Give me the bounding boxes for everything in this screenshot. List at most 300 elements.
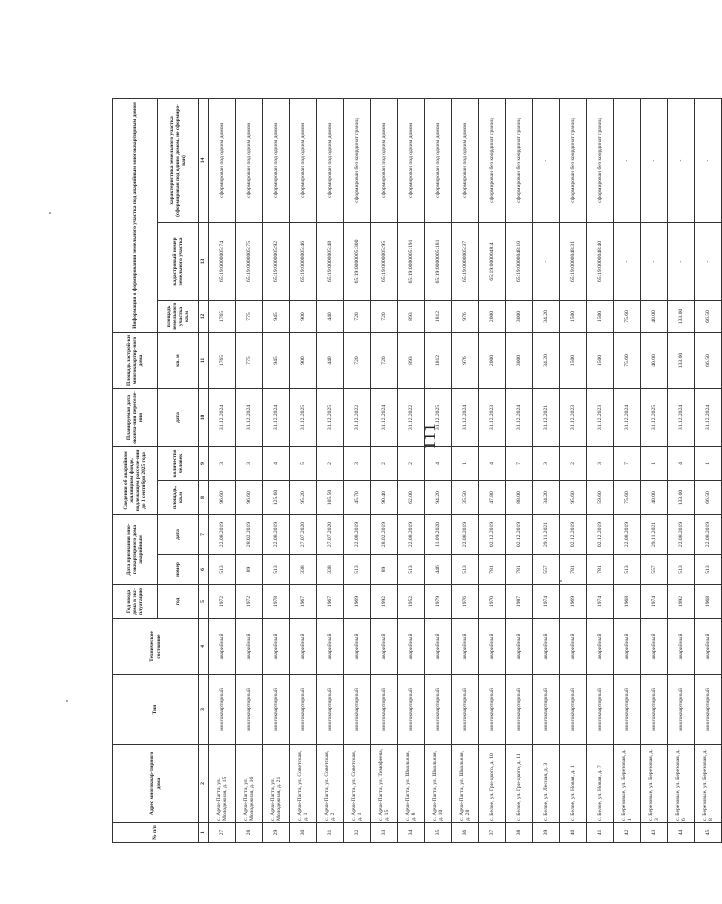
area-cell: 125.60 (263, 481, 290, 515)
header-land-area-unit: кв.м (184, 310, 191, 323)
area-cell: 105.50 (317, 481, 344, 515)
table-row (641, 99, 668, 843)
planned-date-cell: 31.12.2025 (641, 389, 668, 447)
land-note-cell: сформирован под одним домом (263, 99, 290, 223)
year-cell: 1976 (452, 585, 479, 619)
build-area-cell: 34.20 (533, 333, 560, 389)
planned-date-cell: 31.12.2024 (263, 389, 290, 447)
build-area-cell: 66.50 (695, 333, 722, 389)
address-cell: с. Березовые, ул. Березовая, д. 1 (614, 745, 641, 823)
cadastral-cell: 65:19:0000048:31 (560, 223, 587, 301)
header-planned-date: дата (158, 389, 199, 447)
condition-cell: аварийный (236, 619, 263, 675)
area-cell: 96.60 (209, 481, 236, 515)
decision-date-cell: 22.08.2019 (452, 515, 479, 555)
decision-date-cell: 28.02.2019 (236, 515, 263, 555)
table-row (560, 99, 587, 843)
row-number: 38 (506, 823, 533, 843)
build-area-cell: 945 (263, 333, 290, 389)
area-cell: 75.60 (614, 481, 641, 515)
land-area-cell: 440 (317, 301, 344, 333)
year-cell: 1974 (641, 585, 668, 619)
header-planned-date-group: Планируемая дата оконча-ния переселе-ния (113, 389, 158, 447)
planned-date-cell: 31.12.2021 (533, 389, 560, 447)
people-cell: 7 (614, 447, 641, 481)
land-note-cell: - (695, 99, 722, 223)
year-cell: 1992 (371, 585, 398, 619)
year-cell: 1970 (479, 585, 506, 619)
address-cell: с. Арчи-Пагта, ул. Молодежная, д. 16 (236, 745, 263, 823)
row-number: 41 (587, 823, 614, 843)
condition-cell: аварийный (398, 619, 425, 675)
type-cell: многоквартирный (209, 675, 236, 745)
column-number: 12 (199, 301, 209, 333)
header-resettled-group: Сведения об аварийном жилищном фонде, подлежащем расселе-нии до 1 сентября 2025 года (113, 447, 158, 515)
column-number: 7 (199, 515, 209, 555)
build-area-cell: 976 (452, 333, 479, 389)
address-cell: с. Березовые, ул. Березовая, д. 8 (695, 745, 722, 823)
year-cell: 1972 (209, 585, 236, 619)
rotated-table-wrapper (112, 99, 722, 843)
land-note-cell: сформирован под одним домом (452, 99, 479, 223)
type-cell: многоквартирный (290, 675, 317, 745)
column-number: 2 (199, 745, 209, 823)
decision-number-cell: 513 (209, 555, 236, 585)
header-address: Адрес многоквар-тирного дома (113, 745, 199, 823)
build-area-cell: 1812 (425, 333, 452, 389)
land-area-cell: 893 (398, 301, 425, 333)
decision-date-cell: 02.12.2019 (560, 515, 587, 555)
decision-date-cell: 02.12.2019 (587, 515, 614, 555)
land-note-cell: сформирован под одним домом (371, 99, 398, 223)
header-living-area-group: Площадь застрой-ки многоквартир-ного дома (113, 333, 158, 389)
type-cell: многоквартирный (344, 675, 371, 745)
condition-cell: аварийный (425, 619, 452, 675)
condition-cell: аварийный (209, 619, 236, 675)
area-cell: 96.60 (236, 481, 263, 515)
cadastral-cell: 65:19:0000048:40 (587, 223, 614, 301)
emergency-housing-table (112, 98, 722, 843)
planned-date-cell: 31.12.2024 (668, 389, 695, 447)
condition-cell: аварийный (695, 619, 722, 675)
build-area-cell: 720 (371, 333, 398, 389)
decision-date-cell: 27.07.2020 (290, 515, 317, 555)
build-area-cell: 1765 (209, 333, 236, 389)
decision-date-cell: 22.08.2019 (263, 515, 290, 555)
year-cell: 1952 (398, 585, 425, 619)
cadastral-cell: 65:19:0000048:10 (506, 223, 533, 301)
area-cell: 35.50 (452, 481, 479, 515)
land-note-cell: сформирован без координат границ (560, 99, 587, 223)
decision-date-cell: 22.08.2019 (614, 515, 641, 555)
planned-date-cell: 31.12.2024 (236, 389, 263, 447)
row-number: 45 (695, 823, 722, 843)
row-number: 34 (398, 823, 425, 843)
condition-cell: аварийный (668, 619, 695, 675)
area-cell: 40.00 (641, 481, 668, 515)
decision-number-cell: 513 (398, 555, 425, 585)
decision-date-cell: 02.12.2019 (479, 515, 506, 555)
people-cell: 1 (641, 447, 668, 481)
type-cell: многоквартирный (695, 675, 722, 745)
people-cell: 3 (209, 447, 236, 481)
header-num: № п/п (113, 823, 199, 843)
row-number: 35 (425, 823, 452, 843)
column-number: 3 (199, 675, 209, 745)
people-cell: 2 (371, 447, 398, 481)
header-decision-group: Дата признания мно-гоквартирного дома аварийным (113, 515, 158, 585)
row-number: 33 (371, 823, 398, 843)
land-area-cell: 34.20 (533, 301, 560, 333)
decision-number-cell: 513 (668, 555, 695, 585)
decision-date-cell: 22.08.2019 (398, 515, 425, 555)
land-area-cell: 1500 (587, 301, 614, 333)
decision-date-cell: 22.08.2019 (695, 515, 722, 555)
land-note-cell: - (533, 99, 560, 223)
build-area-cell: 3000 (506, 333, 533, 389)
row-number: 32 (344, 823, 371, 843)
decision-date-cell: 11.09.2020 (425, 515, 452, 555)
header-year-group: Год ввода дома в экс-плуатацию (113, 585, 158, 619)
year-cell: 1969 (344, 585, 371, 619)
decision-date-cell: 29.11.2021 (641, 515, 668, 555)
land-area-cell: 133.00 (668, 301, 695, 333)
row-number: 42 (614, 823, 641, 843)
land-note-cell: сформирован под одним домом (317, 99, 344, 223)
type-cell: многоквартирный (506, 675, 533, 745)
land-note-cell: - (641, 99, 668, 223)
condition-cell: аварийный (344, 619, 371, 675)
address-cell: с. Арчи-Пагта, ул. Советская, д. 2 (317, 745, 344, 823)
planned-date-cell: 31.12.2024 (506, 389, 533, 447)
table-row (371, 99, 398, 843)
decision-number-cell: 338 (290, 555, 317, 585)
condition-cell: аварийный (371, 619, 398, 675)
year-cell: 1992 (668, 585, 695, 619)
column-number: 5 (199, 585, 209, 619)
condition-cell: аварийный (506, 619, 533, 675)
table-row (263, 99, 290, 843)
column-number: 8 (199, 481, 209, 515)
land-note-cell: сформирован под одним домом (209, 99, 236, 223)
column-number: 14 (199, 99, 209, 223)
row-number: 29 (263, 823, 290, 843)
row-number: 28 (236, 823, 263, 843)
build-area-cell: 900 (290, 333, 317, 389)
type-cell: многоквартирный (560, 675, 587, 745)
planned-date-cell: 31.12.2025 (317, 389, 344, 447)
cadastral-cell: - (641, 223, 668, 301)
column-number: 4 (199, 619, 209, 675)
land-note-cell: сформирован под одним домом (398, 99, 425, 223)
cadastral-cell: 65:19:0000005:37 (452, 223, 479, 301)
decision-number-cell: 781 (506, 555, 533, 585)
column-number: 10 (199, 389, 209, 447)
address-cell: с. Березовые, ул. Березовая, д. 3 (641, 745, 668, 823)
table-row (614, 99, 641, 843)
table-body (209, 99, 722, 843)
planned-date-cell: 31.12.2024 (614, 389, 641, 447)
table-row (344, 99, 371, 843)
type-cell: многоквартирный (587, 675, 614, 745)
table-row (398, 99, 425, 843)
land-note-cell: - (614, 99, 641, 223)
build-area-cell: 720 (344, 333, 371, 389)
people-cell: 3 (587, 447, 614, 481)
row-number: 31 (317, 823, 344, 843)
row-number: 36 (452, 823, 479, 843)
table-row (317, 99, 344, 843)
area-cell: 88.00 (506, 481, 533, 515)
people-cell: 3 (236, 447, 263, 481)
type-cell: многоквартирный (317, 675, 344, 745)
type-cell: многоквартирный (641, 675, 668, 745)
column-number-row (199, 99, 209, 843)
land-note-cell: - (668, 99, 695, 223)
type-cell: многоквартирный (614, 675, 641, 745)
land-note-cell: сформирован без координат границ (479, 99, 506, 223)
header-land-area (158, 301, 199, 333)
address-cell: с. Арчи-Пагта, ул. Школьная, д. 28 (452, 745, 479, 823)
area-cell: 62.00 (398, 481, 425, 515)
condition-cell: аварийный (533, 619, 560, 675)
people-cell: 4 (263, 447, 290, 481)
condition-cell: аварийный (452, 619, 479, 675)
planned-date-cell: 31.12.2024 (452, 389, 479, 447)
year-cell: 1987 (506, 585, 533, 619)
build-area-cell: 440 (317, 333, 344, 389)
table-header (113, 99, 209, 843)
type-cell: многоквартирный (236, 675, 263, 745)
type-cell: многоквартирный (263, 675, 290, 745)
decision-number-cell: 513 (452, 555, 479, 585)
people-cell: 4 (479, 447, 506, 481)
area-cell: 133.00 (668, 481, 695, 515)
decision-number-cell: 513 (695, 555, 722, 585)
decision-number-cell: 781 (560, 555, 587, 585)
people-cell: 3 (344, 447, 371, 481)
land-area-cell: 1812 (425, 301, 452, 333)
decision-date-cell: 28.02.2019 (371, 515, 398, 555)
decision-date-cell: 27.07.2020 (317, 515, 344, 555)
header-living-area-unit: кв. м (158, 333, 199, 389)
header-land-note: характеристика земельного участка (сформирован под одним домом, не сформиро-ван) (158, 99, 199, 223)
cadastral-cell: 65:19:0000005:191 (398, 223, 425, 301)
build-area-cell: 1500 (587, 333, 614, 389)
condition-cell: аварийный (317, 619, 344, 675)
header-resettled-area: площадь, кв.м (158, 481, 199, 515)
planned-date-cell: 31.12.2025 (425, 389, 452, 447)
row-number: 37 (479, 823, 506, 843)
land-note-cell: сформирован под одним домом (425, 99, 452, 223)
build-area-cell: 893 (398, 333, 425, 389)
type-cell: многоквартирный (668, 675, 695, 745)
land-note-cell: сформирован под одним домом (290, 99, 317, 223)
address-cell: с. Арчи-Пагта, ул. Тимофеева, д. 15 (371, 745, 398, 823)
decision-number-cell: 513 (344, 555, 371, 585)
header-type: Тип (113, 675, 199, 745)
area-cell: 95.20 (290, 481, 317, 515)
year-cell: 1974 (533, 585, 560, 619)
address-cell: с. Арчи-Пагта, ул. Школьная, д. 10 (425, 745, 452, 823)
build-area-cell: 1500 (560, 333, 587, 389)
type-cell: многоквартирный (533, 675, 560, 745)
decision-number-cell: 513 (263, 555, 290, 585)
decision-number-cell: 89 (371, 555, 398, 585)
decision-date-cell: 02.12.2019 (506, 515, 533, 555)
people-cell: 4 (425, 447, 452, 481)
build-area-cell: 133.00 (668, 333, 695, 389)
address-cell: с. Белое, ул. Лесная, д. 3 (533, 745, 560, 823)
address-cell: с. Белое, ул. Новая, д. 7 (587, 745, 614, 823)
land-area-cell: 945 (263, 301, 290, 333)
row-number: 40 (560, 823, 587, 843)
area-cell: 95.60 (560, 481, 587, 515)
decision-number-cell: 446 (425, 555, 452, 585)
land-area-cell: 1500 (560, 301, 587, 333)
land-area-cell: 66.50 (695, 301, 722, 333)
address-cell: с. Березовые, ул. Березовая, д. 6 (668, 745, 695, 823)
land-note-cell: сформирован без координат границ (506, 99, 533, 223)
year-cell: 1968 (614, 585, 641, 619)
header-resettled-count: количество человек (158, 447, 199, 481)
planned-date-cell: 31.12.2023 (587, 389, 614, 447)
header-year: год (158, 585, 199, 619)
land-area-cell: 3000 (506, 301, 533, 333)
land-area-cell: 976 (452, 301, 479, 333)
condition-cell: аварийный (641, 619, 668, 675)
people-cell: 3 (533, 447, 560, 481)
year-cell: 1974 (587, 585, 614, 619)
area-cell: 47.80 (479, 481, 506, 515)
land-area-cell: 720 (344, 301, 371, 333)
planned-date-cell: 31.12.2025 (290, 389, 317, 447)
page-number: 111 (420, 422, 439, 450)
decision-date-cell: 22.08.2019 (209, 515, 236, 555)
area-cell: 34.20 (533, 481, 560, 515)
cadastral-cell: 65:19:0000005:46 (290, 223, 317, 301)
condition-cell: аварийный (479, 619, 506, 675)
people-cell: 2 (560, 447, 587, 481)
area-cell: 66.50 (695, 481, 722, 515)
condition-cell: аварийный (263, 619, 290, 675)
year-cell: 1968 (695, 585, 722, 619)
type-cell: многоквартирный (452, 675, 479, 745)
cadastral-cell: 65:19:0000005:48 (317, 223, 344, 301)
row-number: 39 (533, 823, 560, 843)
cadastral-cell: 65:19:0000005:74 (209, 223, 236, 301)
decision-date-cell: 29.11.2021 (533, 515, 560, 555)
table-row (425, 99, 452, 843)
planned-date-cell: 31.12.2023 (560, 389, 587, 447)
year-cell: 1969 (560, 585, 587, 619)
decision-date-cell: 22.08.2019 (344, 515, 371, 555)
land-area-cell: 775 (236, 301, 263, 333)
year-cell: 1967 (317, 585, 344, 619)
planned-date-cell: 31.12.2022 (344, 389, 371, 447)
table-row (236, 99, 263, 843)
type-cell: многоквартирный (425, 675, 452, 745)
land-area-cell: 900 (290, 301, 317, 333)
decision-number-cell: 557 (641, 555, 668, 585)
decision-date-cell: 22.08.2019 (668, 515, 695, 555)
land-area-cell: 1765 (209, 301, 236, 333)
land-area-cell: 720 (371, 301, 398, 333)
land-note-cell: сформирован без координат границ (587, 99, 614, 223)
cadastral-cell: 65:19:0000005:300 (344, 223, 371, 301)
address-cell: с. Белое, ул. Гри-цкого, д. 10 (479, 745, 506, 823)
table-row (587, 99, 614, 843)
address-cell: с. Арчи-Пагта, ул. Советская, д. 1 (290, 745, 317, 823)
header-cadastral: кадастровый номер земельного участка (158, 223, 199, 301)
table-row (209, 99, 236, 843)
area-cell: 94.20 (425, 481, 452, 515)
decision-number-cell: 513 (614, 555, 641, 585)
area-cell: 90.40 (371, 481, 398, 515)
people-cell: 4 (668, 447, 695, 481)
planned-date-cell: 31.12.2024 (209, 389, 236, 447)
condition-cell: аварийный (290, 619, 317, 675)
build-area-cell: 2000 (479, 333, 506, 389)
column-number: 6 (199, 555, 209, 585)
table-row (506, 99, 533, 843)
decision-number-cell: 781 (479, 555, 506, 585)
planned-date-cell: 31.12.2022 (398, 389, 425, 447)
condition-cell: аварийный (560, 619, 587, 675)
year-cell: 1972 (236, 585, 263, 619)
build-area-cell: 40.00 (641, 333, 668, 389)
address-cell: с. Арчи-Пагта, ул. Молодежная, д. 21 (263, 745, 290, 823)
header-land-group: Информация о формировании земельного участка под аварийным многоквартирным домом (113, 99, 158, 333)
address-cell: с. Белое, ул. Гри-цкого, д. 11 (506, 745, 533, 823)
planned-date-cell: 31.12.2023 (479, 389, 506, 447)
year-cell: 1967 (290, 585, 317, 619)
condition-cell: аварийный (614, 619, 641, 675)
cadastral-cell: - (614, 223, 641, 301)
land-area-cell: 75.60 (614, 301, 641, 333)
type-cell: многоквартирный (479, 675, 506, 745)
header-decision-number: номер (158, 555, 199, 585)
area-cell: 59.60 (587, 481, 614, 515)
table-row (290, 99, 317, 843)
address-cell: с. Арчи-Пагта, ул. Советская, д. 1 (344, 745, 371, 823)
people-cell: 2 (317, 447, 344, 481)
area-cell: 45.70 (344, 481, 371, 515)
header-decision-date: дата (158, 515, 199, 555)
column-number: 9 (199, 447, 209, 481)
row-number: 44 (668, 823, 695, 843)
cadastral-cell: - (533, 223, 560, 301)
land-note-cell: сформирован под одним домом (236, 99, 263, 223)
table-row (479, 99, 506, 843)
row-number: 30 (290, 823, 317, 843)
condition-cell: аварийный (587, 619, 614, 675)
people-cell: 2 (398, 447, 425, 481)
cadastral-cell: 65:19:0000005:75 (236, 223, 263, 301)
table-row (452, 99, 479, 843)
build-area-cell: 75.60 (614, 333, 641, 389)
cadastral-cell: - (668, 223, 695, 301)
table-row (695, 99, 722, 843)
cadastral-cell: 65:19:0000005:95 (371, 223, 398, 301)
row-number: 43 (641, 823, 668, 843)
people-cell: 7 (506, 447, 533, 481)
address-cell: с. Арчи-Пагта, ул. Школьная, д. 8 (398, 745, 425, 823)
address-cell: с. Арчи-Пагта, ул. Молодежная, д. 15 (209, 745, 236, 823)
land-area-cell: 2000 (479, 301, 506, 333)
people-cell: 1 (452, 447, 479, 481)
decision-number-cell: 89 (236, 555, 263, 585)
